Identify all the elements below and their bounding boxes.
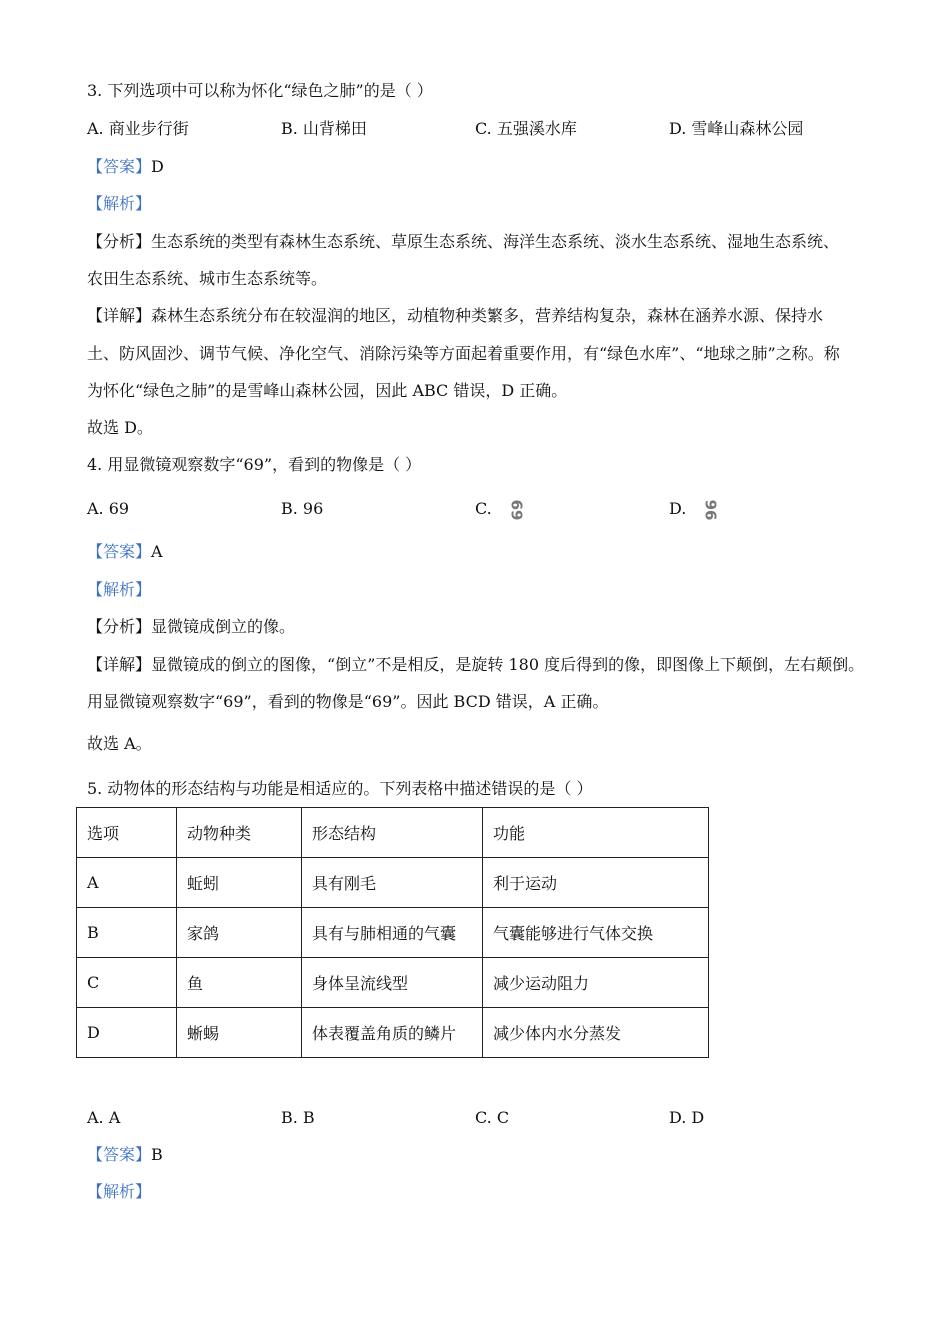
q3-fenxi-line-1 [87, 232, 839, 252]
q5-option-a: A. A [87, 1108, 121, 1127]
detail-text: 森林生态系统分布在较湿润的地区，动植物种类繁多，营养结构复杂，森林在涵养水源、保持水 [151, 306, 824, 325]
table-cell: 利于运动 [483, 858, 709, 908]
table-row [77, 1008, 709, 1058]
fenxi-text: 生态系统的类型有森林生态系统、草原生态系统、海洋生态系统、淡水生态系统、湿地生态系统、 [151, 232, 840, 251]
table-cell: B [77, 908, 177, 958]
table-cell: 鱼 [177, 958, 302, 1008]
answer-value: B [151, 1145, 163, 1164]
answer-value: A [151, 542, 163, 561]
q3-answer [87, 157, 164, 177]
rotated-69-image: 69 [507, 499, 526, 521]
q4-fenxi [87, 617, 295, 637]
table-cell: 身体呈流线型 [302, 958, 483, 1008]
answer-value: D [151, 157, 164, 176]
table-cell: 蚯蚓 [177, 858, 302, 908]
q4-option-d [669, 499, 721, 519]
table-cell: 减少体内水分蒸发 [483, 1008, 709, 1058]
q5-question: 5. 动物体的形态结构与功能是相适应的。下列表格中描述错误的是（ ） [87, 779, 593, 798]
table-cell: 体表覆盖角质的鳞片 [302, 1008, 483, 1058]
table-cell: 蜥蜴 [177, 1008, 302, 1058]
table-cell: 家鸽 [177, 908, 302, 958]
q4-analysis-tag: 【解析】 [87, 580, 152, 599]
table-cell: 气囊能够进行气体交换 [483, 908, 709, 958]
table-header-cell: 形态结构 [302, 808, 483, 858]
q3-question: 3. 下列选项中可以称为怀化“绿色之肺”的是（ ） [87, 81, 433, 100]
detail-tag: 【详解】 [87, 655, 152, 674]
table-cell: 减少运动阻力 [483, 958, 709, 1008]
answer-tag: 【答案】 [87, 157, 152, 176]
detail-text: 显微镜成的倒立的图像，“倒立”不是相反，是旋转 180 度后得到的像，即图像上下颠倒，左右颠倒。 [151, 655, 865, 674]
fenxi-tag: 【分析】 [87, 232, 152, 251]
q5-option-b: B. B [281, 1108, 315, 1127]
q4-question: 4. 用显微镜观察数字“69”，看到的物像是（ ） [87, 455, 422, 474]
q3-conclusion: 故选 D。 [87, 418, 153, 437]
q3-option-b: B. 山背梯田 [281, 119, 367, 138]
q5-option-d: D. D [669, 1108, 705, 1127]
q5-table [76, 807, 709, 1058]
q3-option-c: C. 五强溪水库 [475, 119, 577, 138]
table-row [77, 958, 709, 1008]
q4-detail-line-1 [87, 655, 864, 675]
answer-tag: 【答案】 [87, 542, 152, 561]
option-d-label: D. [669, 499, 687, 518]
fenxi-tag: 【分析】 [87, 617, 152, 636]
q4-detail-line-2: 用显微镜观察数字“69”，看到的物像是“69”。因此 BCD 错误，A 正确。 [87, 692, 609, 711]
option-c-label: C. [475, 499, 492, 518]
table-cell: 具有与肺相通的气囊 [302, 908, 483, 958]
table-cell: C [77, 958, 177, 1008]
detail-tag: 【详解】 [87, 306, 152, 325]
table-row [77, 858, 709, 908]
table-row [77, 908, 709, 958]
rotated-96-image: 96 [701, 499, 720, 521]
q5-answer [87, 1145, 163, 1165]
table-cell: D [77, 1008, 177, 1058]
table-cell: A [77, 858, 177, 908]
table-header-cell: 功能 [483, 808, 709, 858]
table-header-cell: 选项 [77, 808, 177, 858]
table-header-cell: 动物种类 [177, 808, 302, 858]
q3-detail-line-1 [87, 306, 823, 326]
q4-option-c [475, 499, 527, 519]
q4-answer [87, 542, 163, 562]
q4-conclusion: 故选 A。 [87, 734, 152, 753]
table-cell: 具有刚毛 [302, 858, 483, 908]
q4-option-b: B. 96 [281, 499, 324, 518]
q3-detail-line-2: 土、防风固沙、调节气候、净化空气、消除污染等方面起着重要作用，有“绿色水库”、“地球之肺”之称。称 [87, 344, 840, 363]
fenxi-text: 显微镜成倒立的像。 [151, 617, 296, 636]
q4-option-a: A. 69 [87, 499, 130, 518]
q3-analysis-tag: 【解析】 [87, 194, 152, 213]
q5-option-c: C. C [475, 1108, 510, 1127]
q5-analysis-tag: 【解析】 [87, 1182, 152, 1201]
answer-tag: 【答案】 [87, 1145, 152, 1164]
q3-detail-line-3: 为怀化“绿色之肺”的是雪峰山森林公园，因此 ABC 错误，D 正确。 [87, 381, 568, 400]
q3-option-d: D. 雪峰山森林公园 [669, 119, 804, 138]
q3-option-a: A. 商业步行街 [87, 119, 189, 138]
table-header-row [77, 808, 709, 858]
q3-fenxi-line-2: 农田生态系统、城市生态系统等。 [87, 269, 328, 288]
